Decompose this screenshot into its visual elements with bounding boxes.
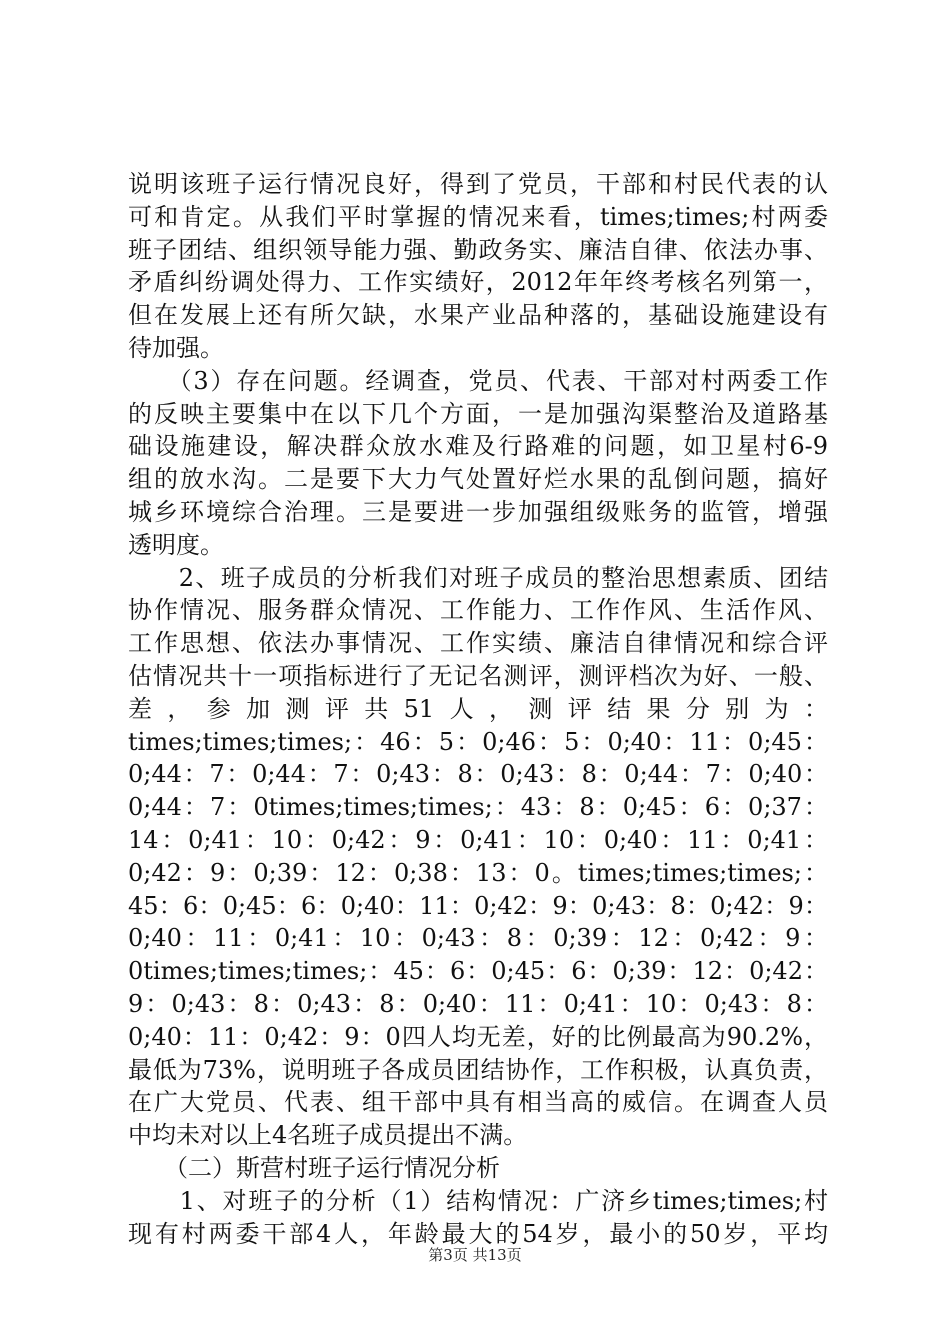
text-line: 0;44：7：0times;times;times;：43：8：0;45：6：0;37： bbox=[128, 793, 828, 822]
text-line: 差，参加测评共51人，测评结果分别为： bbox=[128, 694, 828, 723]
text-line: （3）存在问题。经调查，党员、代表、干部对村两委工作 bbox=[128, 366, 828, 395]
text-line: 9：0;43：8：0;43：8：0;40：11：0;41：10：0;43：8： bbox=[128, 989, 828, 1018]
text-line: 0;40：11：0;42：9：0四人均无差，好的比例最高为90.2%， bbox=[128, 1022, 828, 1051]
text-line: 现有村两委干部4人，年龄最大的54岁，最小的50岁，平均 bbox=[128, 1219, 828, 1248]
text-line: 组的放水沟。二是要下大力气处置好烂水果的乱倒问题，搞好 bbox=[128, 465, 828, 494]
text-line: 透明度。 bbox=[128, 530, 224, 559]
text-line: 但在发展上还有所欠缺，水果产业品种落的，基础设施建设有 bbox=[128, 301, 828, 330]
text-line: 班子团结、组织领导能力强、勤政务实、廉洁自律、依法办事、 bbox=[128, 235, 828, 264]
page-number: 第3页 共13页 bbox=[428, 1246, 522, 1264]
text-line: 在广大党员、代表、组干部中具有相当高的威信。在调查人员 bbox=[128, 1088, 828, 1117]
text-line: 可和肯定。从我们平时掌握的情况来看，times;times;村两委 bbox=[128, 202, 828, 231]
text-line: 城乡环境综合治理。三是要进一步加强组级账务的监管，增强 bbox=[128, 497, 828, 526]
text-line: 45：6：0;45：6：0;40：11：0;42：9：0;43：8：0;42：9： bbox=[128, 891, 828, 920]
text-line: 0;40：11：0;41：10：0;43：8：0;39：12：0;42：9： bbox=[128, 924, 828, 953]
text-line: 估情况共十一项指标进行了无记名测评，测评档次为好、一般、 bbox=[128, 661, 828, 690]
text-line: 1、对班子的分析（1）结构情况：广济乡times;times;村 bbox=[128, 1186, 828, 1215]
text-line: 的反映主要集中在以下几个方面，一是加强沟渠整治及道路基 bbox=[128, 399, 828, 428]
text-line: 0;42：9：0;39：12：0;38：13：0。times;times;times;： bbox=[128, 858, 828, 887]
text-line: 工作思想、依法办事情况、工作实绩、廉洁自律情况和综合评 bbox=[128, 629, 828, 658]
text-line: 0times;times;times;：45：6：0;45：6：0;39：12：0;42： bbox=[128, 957, 828, 986]
text-line: 0;44：7：0;44：7：0;43：8：0;43：8：0;44：7：0;40： bbox=[128, 760, 828, 789]
text-line: 矛盾纠纷调处得力、工作实绩好，2012年年终考核名列第一， bbox=[128, 268, 828, 297]
text-line: 础设施建设，解决群众放水难及行路难的问题，如卫星村6-9 bbox=[128, 432, 828, 461]
text-line: 14：0;41：10：0;42：9：0;41：10：0;40：11：0;41： bbox=[128, 825, 828, 854]
text-line: 协作情况、服务群众情况、工作能力、工作作风、生活作风、 bbox=[128, 596, 828, 625]
text-line: 2、班子成员的分析我们对班子成员的整治思想素质、团结 bbox=[128, 563, 828, 592]
text-line: 待加强。 bbox=[128, 333, 224, 362]
text-line: 说明该班子运行情况良好，得到了党员，干部和村民代表的认 bbox=[128, 170, 828, 198]
text-line: times;times;times;：46：5：0;46：5：0;40：11：0;45： bbox=[128, 727, 828, 756]
text-line: 中均未对以上4名班子成员提出不满。 bbox=[128, 1121, 528, 1150]
section-heading: （二）斯营村班子运行情况分析 bbox=[128, 1153, 500, 1182]
body-text bbox=[128, 168, 828, 1250]
text-line: 最低为73%，说明班子各成员团结协作，工作积极，认真负责， bbox=[128, 1055, 828, 1084]
